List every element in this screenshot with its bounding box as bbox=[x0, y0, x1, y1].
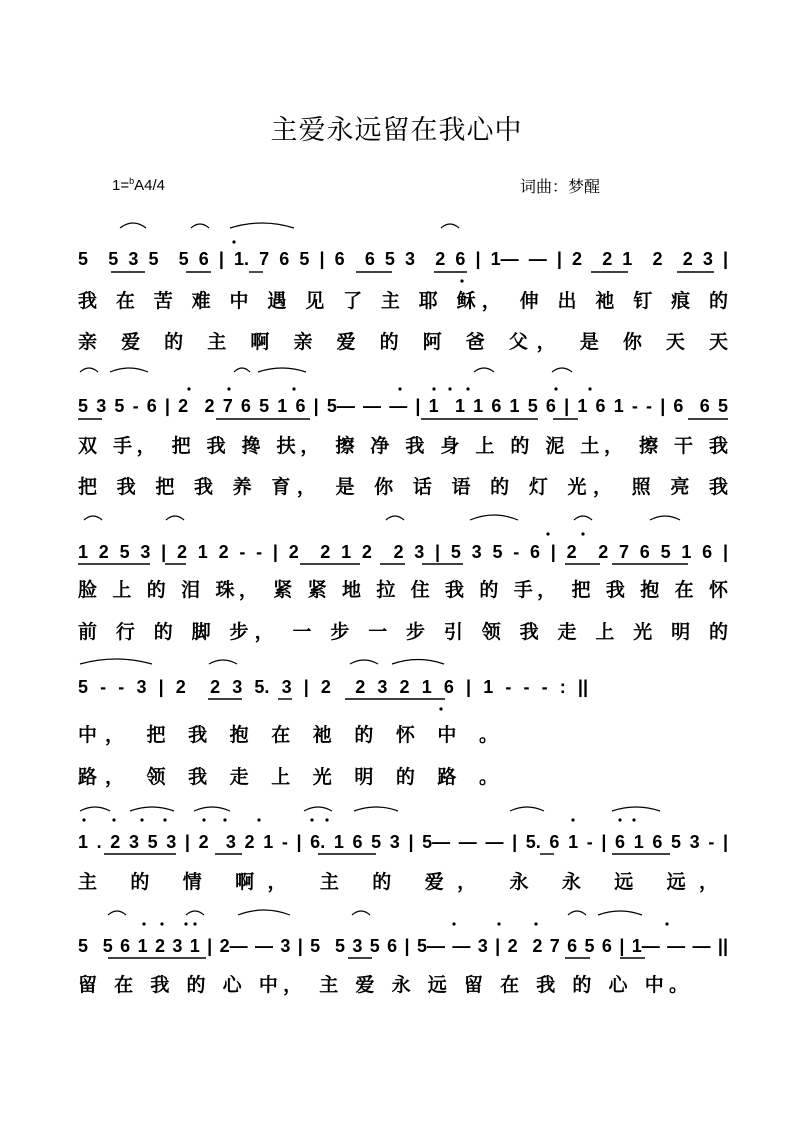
lyrics-line-2-verse-2: 把 我 把 我 养 育， 是 你 话 语 的 灯 光， 照 亮 我 bbox=[78, 476, 728, 498]
lyrics-line-3-verse-2: 前 行 的 脚 步， 一 步 一 步 引 领 我 走 上 光 明 的 bbox=[78, 621, 728, 643]
key-prefix: 1= bbox=[112, 177, 130, 194]
lyrics-line-2-verse-1: 双 手， 把 我 搀 扶， 擦 净 我 身 上 的 泥 土， 擦 干 我 bbox=[78, 435, 728, 457]
notation-line-1: 5 5 3 5 5 6 | 1. 7 6 5 | 6 6 5 3 2 6 | 1— — | 2 2 1 2 2 3 | bbox=[78, 249, 728, 269]
lyrics-line-6: 留 在 我 的 心 中， 主 爱 永 远 留 在 我 的 心 中。 bbox=[78, 974, 688, 996]
key-meter: A4/4 bbox=[134, 177, 165, 194]
lyrics-line-1-verse-2: 亲 爱 的 主 啊 亲 爱 的 阿 爸 父， 是 你 天 天 bbox=[78, 331, 728, 353]
notation-line-6: 5 5 6 1 2 3 1 | 2— — 3 | 5 5 3 5 6 | 5— — 3 | 2 2 7 6 5 6 | 1— — — || bbox=[78, 936, 728, 956]
flat-sign: b bbox=[129, 176, 135, 186]
key-signature bbox=[112, 176, 165, 194]
lyrics-line-3-verse-1: 脸 上 的 泪 珠， 紧 紧 地 拉 住 我 的 手， 把 我 抱 在 怀 bbox=[78, 579, 728, 601]
lyrics-line-4-verse-2: 路， 领 我 走 上 光 明 的 路 。 bbox=[78, 766, 498, 788]
notation-line-5: 1 . 2 3 5 3 | 2 3 2 1 - | 6. 1 6 5 3 | 5— — — | 5. 6 1 - | 6 1 6 5 3 - | bbox=[78, 832, 728, 852]
song-title: 主爱永远留在我心中 bbox=[270, 115, 523, 146]
lyrics-line-1-verse-1: 我 在 苦 难 中 遇 见 了 主 耶 稣， 伸 出 祂 钉 痕 的 bbox=[78, 290, 728, 312]
notation-line-2: 5 3 5 - 6 | 2 2 7 6 5 1 6 | 5— — — | 1 1 1 6 1 5 6 | 1 6 1 - - | 6 6 5 bbox=[78, 396, 728, 416]
notation-line-3: 1 2 5 3 | 2 1 2 - - | 2 2 1 2 2 3 | 5 3 5 - 6 | 2 2 7 6 5 1 6 | bbox=[78, 542, 728, 562]
beam-underlines bbox=[78, 272, 728, 958]
lyrics-line-4-verse-1: 中， 把 我 抱 在 祂 的 怀 中 。 bbox=[78, 724, 498, 746]
lyrics-line-5: 主 的 情 啊， 主 的 爱， 永 永 远 远， bbox=[78, 871, 718, 893]
notation-line-4: 5 - - 3 | 2 2 3 5. 3 | 2 2 3 2 1 6 | 1 - - - : || bbox=[78, 677, 588, 697]
lyricist-composer: 词曲：梦醒 bbox=[520, 177, 601, 196]
